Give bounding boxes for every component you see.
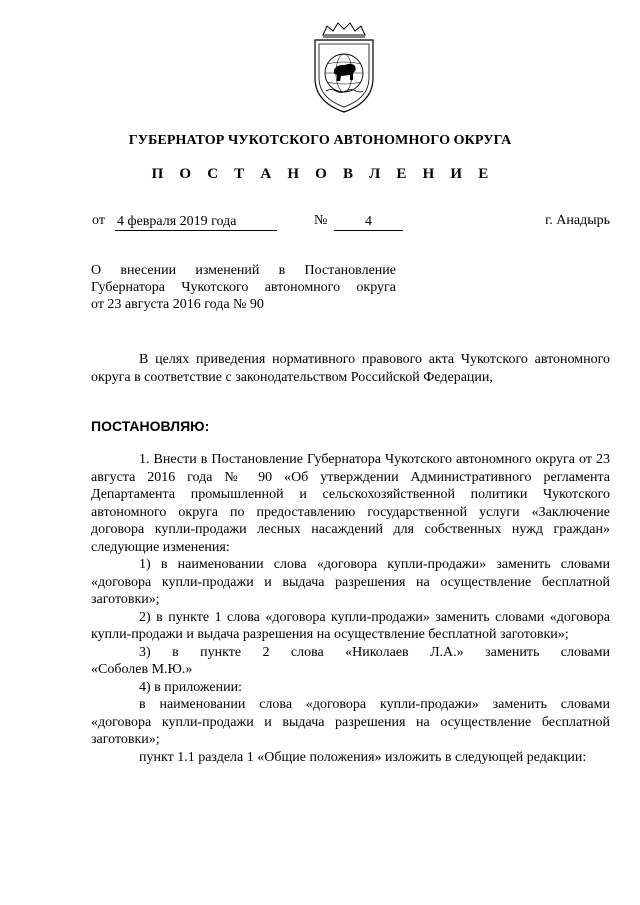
- preamble-block: [91, 351, 610, 386]
- preamble-text: В целях приведения нормативного правового акта Чукотского автономного округа в соответствие с законодательством Российской Федерации,: [91, 352, 610, 385]
- document-type-title: П О С Т А Н О В Л Е Н И Е: [151, 166, 495, 182]
- item-paragraph: 3) в пункте 2 слова «Николаев Л.А.» заменить словами: [139, 644, 610, 660]
- subject-line: Губернатора Чукотского автономного округа: [91, 280, 396, 295]
- item-paragraph: пункт 1.1 раздела 1 «Общие положения» изложить в следующей редакции:: [139, 749, 587, 765]
- chukotka-coat-of-arms-icon: [301, 18, 387, 116]
- item-paragraph: 2) в пункте 1 слова «договора купли-продажи» заменить словами «договора купли-продажи и выдача разрешения на осуществление бесплатной заготовки»;: [91, 609, 610, 642]
- document-city: г. Анадырь: [545, 213, 610, 228]
- governor-title: ГУБЕРНАТОР ЧУКОТСКОГО АВТОНОМНОГО ОКРУГА: [128, 133, 512, 148]
- from-label: от: [92, 213, 105, 228]
- document-meta-row: [92, 213, 610, 231]
- document-date: 4 февраля 2019 года: [115, 213, 277, 231]
- item-paragraph-continuation: «Соболев М.Ю.»: [91, 662, 193, 677]
- item-paragraph: 1. Внести в Постановление Губернатора Чукотского автономного округа от 23 августа 2016 года № 90 «Об утверждении Административного регламента Департамента промышленной и сельскохозяйственной политики Чукотского автономного округа по предоставлению государственной услуги «Заключение договора купли-продажи лесных насаждений для собственных нужд граждан» следующие изменения:: [91, 452, 610, 555]
- number-sign: №: [314, 213, 328, 228]
- document-number: 4: [334, 213, 403, 231]
- item-paragraph: в наименовании слова «договора купли-продажи» заменить словами «договора купли-продажи и выдача разрешения на осуществление бесплатной заготовки»;: [91, 697, 610, 747]
- decree-items: [91, 451, 610, 766]
- decree-word: ПОСТАНОВЛЯЮ:: [91, 418, 210, 434]
- subject-line: О внесении изменений в Постановление: [91, 263, 396, 278]
- subject-line: от 23 августа 2016 года № 90: [91, 297, 264, 312]
- item-paragraph: 4) в приложении:: [139, 679, 242, 695]
- item-paragraph: 1) в наименовании слова «договора купли-продажи» заменить словами «договора купли-продажи и выдача разрешения на осуществление бесплатной заготовки»;: [91, 557, 610, 607]
- document-subject: [91, 262, 396, 313]
